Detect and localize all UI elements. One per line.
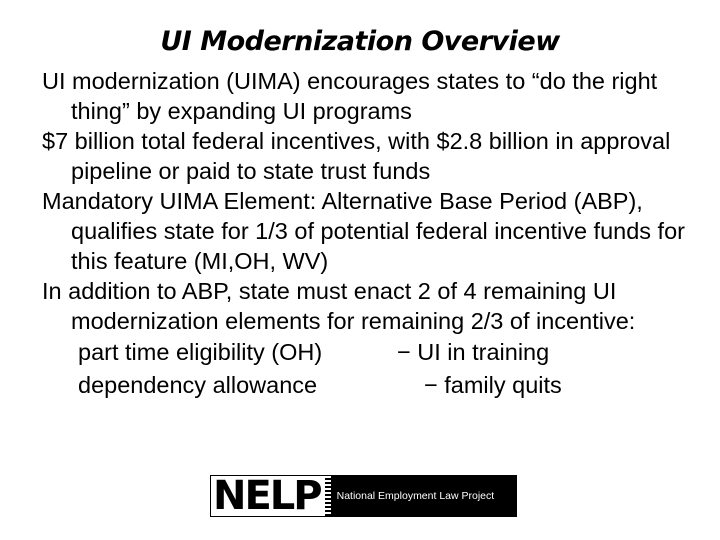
logo-mark: NELP	[211, 476, 325, 516]
element-item: − family quits	[424, 372, 562, 398]
bullet-uima-intro: UI modernization (UIMA) encourages states to “do the right thing” by expanding UI programs	[42, 68, 658, 124]
slide-title: UI Modernization Overview	[160, 26, 560, 57]
bullet-mandatory-element: Mandatory UIMA Element: Alternative Base Period (ABP), qualifies state for 1/3 of potential federal incentive funds for this feature (MI,OH, WV)	[42, 188, 685, 274]
nelp-logo	[210, 475, 517, 517]
elements-row	[42, 369, 718, 402]
bullet-additional-elements: In addition to ABP, state must enact 2 of 4 remaining UI modernization elements for remaining 2/3 of incentive:	[42, 278, 636, 334]
logo-name: National Employment Law Project	[331, 490, 516, 502]
element-item: part time eligibility (OH)	[78, 339, 323, 365]
slide-body	[42, 66, 718, 402]
element-item: dependency allowance	[78, 372, 318, 398]
elements-row	[42, 336, 718, 369]
bullet-federal-incentives: $7 billion total federal incentives, with $2.8 billion in approval pipeline or paid to state trust funds	[42, 128, 671, 184]
element-item: − UI in training	[397, 339, 550, 365]
